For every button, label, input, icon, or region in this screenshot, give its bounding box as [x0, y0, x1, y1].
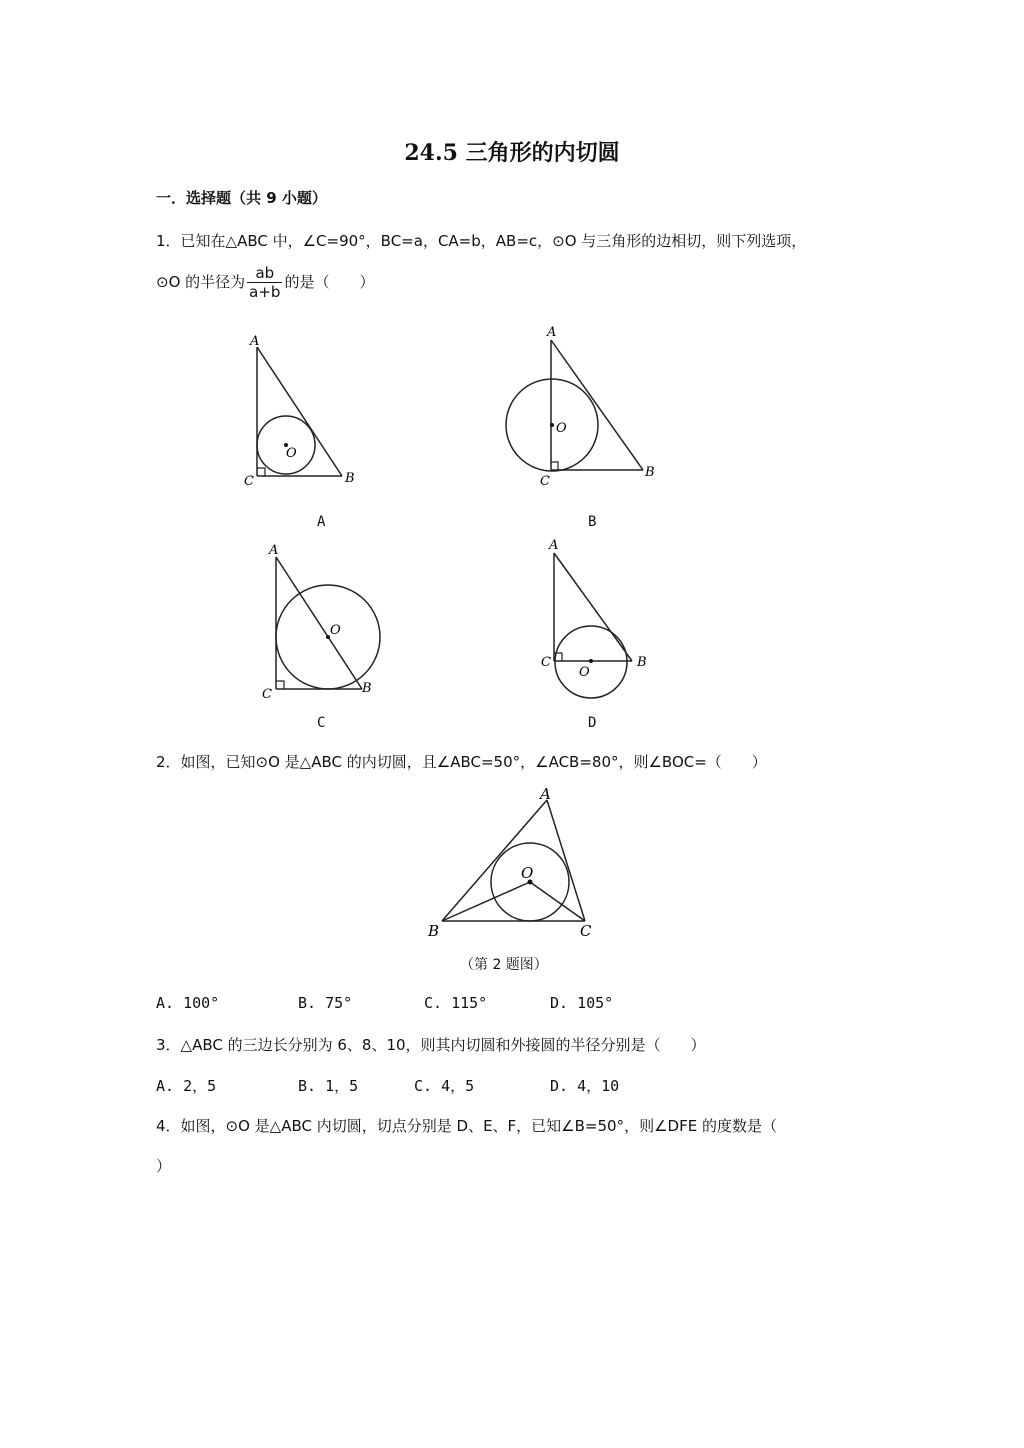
- choice-a: A. 100°: [156, 994, 220, 1012]
- label-b: B: [645, 465, 655, 480]
- question-3-stem: 3．△ABC 的三边长分别为 6、8、10，则其内切圆和外接圆的半径分别是（ ）: [156, 1036, 706, 1054]
- question-1-stem: 1．已知在△ABC 中，∠C=90°，BC=a，CA=b，AB=c，⊙O 与三角形的边相切，则下列选项，: [156, 232, 807, 250]
- label-c: C: [540, 474, 550, 489]
- choice-d: D. 4，10: [550, 1077, 620, 1095]
- choice-c: C. 115°: [424, 994, 488, 1012]
- question-2-choices: [156, 994, 856, 1014]
- label-o: O: [521, 864, 534, 882]
- fraction-denominator: a+b: [249, 283, 281, 301]
- section-heading: 一．选择题（共 9 小题）: [156, 189, 327, 207]
- label-a: A: [549, 538, 559, 553]
- radius-fraction: [247, 264, 282, 301]
- label-a: A: [547, 325, 557, 340]
- question-3-choices: [156, 1075, 856, 1095]
- choice-a: A. 2，5: [156, 1077, 217, 1095]
- question-2-stem: 2．如图，已知⊙O 是△ABC 的内切圆，且∠ABC=50°，∠ACB=80°，则∠BOC=（ ）: [156, 753, 767, 771]
- label-b: B: [362, 681, 372, 696]
- figure-caption: （第 2 题图）: [460, 957, 548, 973]
- question-1-stem-line2: [156, 264, 374, 301]
- label-o: O: [330, 623, 341, 638]
- label-a: A: [250, 334, 260, 349]
- q1-stem-suffix: 的是（ ）: [284, 273, 375, 291]
- label-c: C: [541, 655, 551, 670]
- label-a: A: [540, 785, 551, 803]
- figure-option-a: [236, 330, 376, 495]
- question-4-stem: 4．如图，⊙O 是△ABC 内切圆，切点分别是 D、E、F，已知∠B=50°，则∠DFE 的度数是（: [156, 1117, 777, 1135]
- choice-b: B. 75°: [298, 994, 353, 1012]
- figure-question-2: [424, 780, 604, 940]
- question-4-stem-line2: ）: [156, 1157, 172, 1175]
- label-o: O: [579, 665, 590, 680]
- option-d-label: D: [588, 715, 597, 731]
- label-c: C: [580, 922, 592, 940]
- label-o: O: [556, 421, 567, 436]
- option-a-label: A: [317, 514, 326, 530]
- page-title: 24.5 三角形的内切圆: [404, 140, 620, 166]
- figure-option-c: [258, 540, 398, 705]
- figure-option-b: [500, 320, 670, 490]
- label-c: C: [262, 687, 272, 702]
- option-b-label: B: [588, 514, 597, 530]
- choice-b: B. 1，5: [298, 1077, 359, 1095]
- label-b: B: [637, 655, 647, 670]
- label-b: B: [428, 922, 440, 940]
- label-b: B: [345, 471, 355, 486]
- choice-c: C. 4，5: [414, 1077, 475, 1095]
- option-c-label: C: [317, 715, 326, 731]
- label-c: C: [244, 474, 254, 489]
- q1-stem-prefix: ⊙O 的半径为: [156, 273, 246, 291]
- label-a: A: [269, 543, 279, 558]
- fraction-numerator: ab: [247, 264, 282, 283]
- choice-d: D. 105°: [550, 994, 614, 1012]
- figure-option-d: [537, 535, 657, 705]
- label-o: O: [286, 446, 297, 461]
